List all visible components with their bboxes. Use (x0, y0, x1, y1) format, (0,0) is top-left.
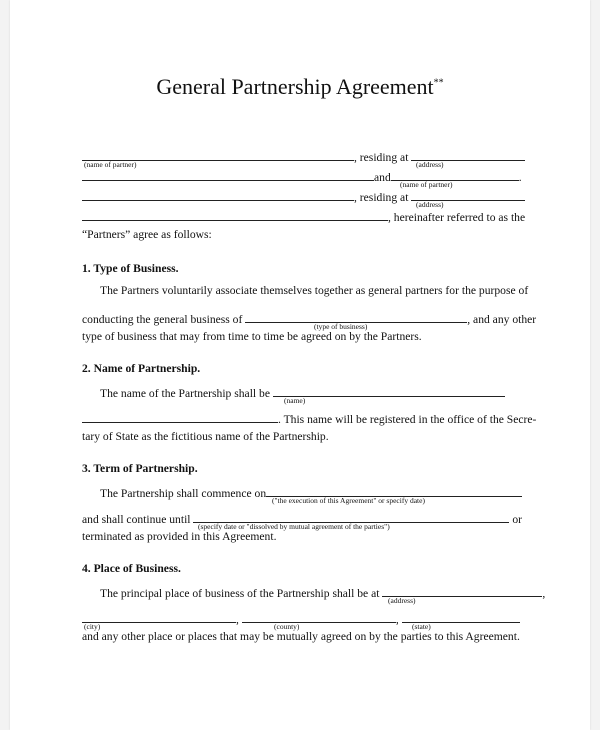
title-mark: ** (433, 77, 444, 89)
caption-execution: ("the execution of this Agreement" or specify date) (272, 496, 425, 505)
section2-p2 (82, 410, 537, 430)
section1-p2-end: , and any other (467, 313, 537, 326)
partner-name-blank[interactable] (82, 168, 374, 181)
partner-line-1 (82, 148, 522, 168)
section1-p1-text: The Partners voluntarily associate themselves together as general partners for the purpose of (100, 284, 529, 297)
document-title (10, 74, 590, 100)
document-body (82, 148, 546, 650)
caption-name-of-partner: (name of partner) (84, 160, 137, 169)
section3-p3: terminated as provided in this Agreement. (82, 530, 277, 543)
section2-p3: tary of State as the fictitious name of the Partnership. (82, 430, 329, 443)
caption-address: (address) (416, 160, 444, 169)
caption-city: (city) (84, 622, 101, 631)
section3-p2 (82, 510, 522, 530)
caption-address-3: (address) (388, 596, 416, 605)
partners-blank[interactable] (82, 208, 388, 221)
residing-at-text-2: , residing at (354, 191, 409, 204)
city-blank[interactable] (82, 610, 236, 623)
partner-line-2 (82, 168, 522, 188)
caption-address-2: (address) (416, 200, 444, 209)
document-page (10, 0, 590, 730)
caption-type-of-business: (type of business) (314, 322, 368, 331)
section3-p2-start: and shall continue until (82, 513, 191, 526)
county-blank[interactable] (242, 610, 396, 623)
caption-state: (state) (412, 622, 431, 631)
section2-heading: 2. Name of Partnership. (82, 362, 201, 375)
section3-heading: 3. Term of Partnership. (82, 462, 198, 475)
section1-p2-start: conducting the general business of (82, 313, 243, 326)
section2-p2-text: . This name will be registered in the office of the Secre- (278, 413, 537, 426)
section3-p1 (82, 484, 522, 504)
section1-p2 (82, 310, 537, 331)
period-text: . (518, 171, 522, 184)
residing-at-text: , residing at (354, 151, 409, 164)
section2-p1-text: The name of the Partnership shall be (100, 387, 270, 400)
caption-name: (name) (284, 396, 306, 405)
partner-line-4 (82, 208, 526, 228)
section3-p2-end: or (512, 513, 522, 526)
section1-p1 (82, 284, 529, 304)
section4-p1-text: The principal place of business of the Partnership shall be at (100, 587, 380, 600)
partner-line-5: “Partners” agree as follows: (82, 228, 212, 241)
comma-2: , (395, 613, 399, 626)
section1-heading: 1. Type of Business. (82, 262, 179, 275)
caption-county: (county) (274, 622, 300, 631)
partner2-blank[interactable] (82, 188, 354, 201)
hereinafter-text: , hereinafter referred to as the (388, 211, 526, 224)
partnership-name-blank-2[interactable] (82, 410, 278, 423)
comma-1: , (236, 613, 239, 626)
caption-name-of-partner-2: (name of partner) (400, 180, 453, 189)
title-text: General Partnership Agreement (156, 74, 434, 99)
section4-p3: and any other place or places that may be mutually agreed on by the parties to this Agreement. (82, 630, 520, 643)
section3-p1-text: The Partnership shall commence on (100, 487, 267, 500)
section2-p1 (82, 384, 522, 404)
section1-p3: type of business that may from time to time be agreed on by the Partners. (82, 330, 422, 343)
section4-p2 (82, 610, 522, 630)
section4-p1 (82, 584, 546, 605)
section4-heading: 4. Place of Business. (82, 562, 181, 575)
partnership-name-blank[interactable] (273, 384, 505, 397)
section4-p1-end: , (542, 587, 546, 600)
and-text: and (374, 171, 391, 184)
caption-until: (specify date or "dissolved by mutual agreement of the parties") (198, 522, 390, 531)
partner-line-3 (82, 188, 522, 208)
